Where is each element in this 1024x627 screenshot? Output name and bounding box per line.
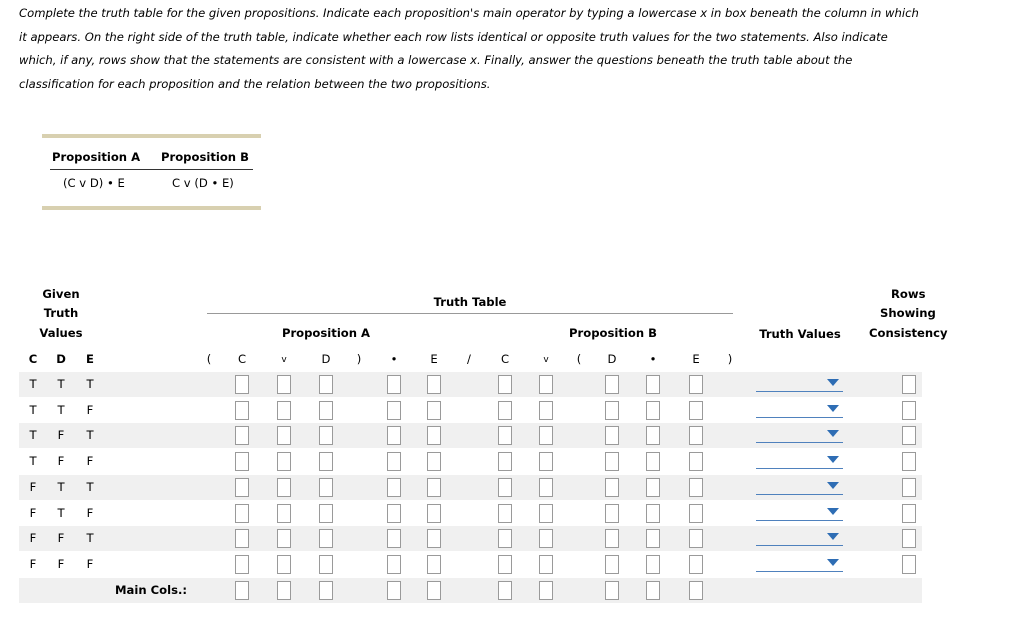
given-truth-value: T <box>29 377 37 391</box>
cell-input[interactable] <box>689 426 703 445</box>
given-truth-value: T <box>29 428 37 443</box>
chevron-down-icon <box>827 430 839 437</box>
cell-input[interactable] <box>427 401 441 420</box>
cell-input[interactable] <box>498 426 512 445</box>
cell-input[interactable] <box>689 452 703 471</box>
cell-input[interactable] <box>605 452 619 471</box>
cell-input[interactable] <box>235 555 249 574</box>
main-col-input[interactable] <box>646 581 660 600</box>
truth-values-header: Truth Values <box>759 327 841 341</box>
given-truth-value: F <box>57 428 65 443</box>
given-var-header-e: E <box>86 352 94 366</box>
proposition-b-formula: C v (D • E) <box>172 176 234 190</box>
cell-input[interactable] <box>277 478 291 497</box>
cell-input[interactable] <box>387 452 401 471</box>
given-truth-value: T <box>86 531 94 546</box>
cell-input[interactable] <box>427 452 441 471</box>
given-truth-value: T <box>29 454 37 469</box>
truth-table-rule <box>207 313 733 314</box>
given-header-line1: Given <box>42 287 80 301</box>
truth-table-header: Truth Table <box>433 295 507 309</box>
cell-input[interactable] <box>539 529 553 548</box>
chevron-down-icon <box>827 559 839 566</box>
cell-input[interactable] <box>605 478 619 497</box>
given-header-line2: Truth <box>43 306 79 320</box>
truth-values-dropdown[interactable] <box>756 476 843 496</box>
truth-values-dropdown[interactable] <box>756 373 843 393</box>
cell-input[interactable] <box>498 401 512 420</box>
chevron-down-icon <box>827 508 839 515</box>
cell-input[interactable] <box>498 555 512 574</box>
dropdown-underline <box>756 391 843 392</box>
column-symbol-0: ( <box>206 352 212 366</box>
cell-input[interactable] <box>498 529 512 548</box>
cell-input[interactable] <box>646 555 660 574</box>
cell-input[interactable] <box>605 401 619 420</box>
given-truth-value: F <box>29 505 37 520</box>
main-cols-label: Main Cols.: <box>115 583 188 597</box>
truth-values-dropdown[interactable] <box>756 399 843 419</box>
cell-input[interactable] <box>277 375 291 394</box>
given-truth-value: F <box>86 505 94 520</box>
given-truth-value: F <box>29 556 37 571</box>
cell-input[interactable] <box>235 452 249 471</box>
given-truth-value: T <box>86 377 94 391</box>
given-truth-value: T <box>57 479 65 494</box>
rows-consistent-header <box>860 287 948 347</box>
column-symbol-6: E <box>430 352 438 366</box>
cell-input[interactable] <box>277 452 291 471</box>
cell-input[interactable] <box>427 426 441 445</box>
chevron-down-icon <box>827 533 839 540</box>
given-truth-value: F <box>57 531 65 546</box>
cell-input[interactable] <box>427 529 441 548</box>
main-col-input[interactable] <box>539 581 553 600</box>
cell-input[interactable] <box>277 426 291 445</box>
cell-input[interactable] <box>319 426 333 445</box>
instructions-text: Complete the truth table for the given propositions. Indicate each proposition's main operator by typing a lowercase x in box beneath the column in which it appears. On the right side of the truth table, indicate whether each row lists identical or opposite truth values for the two statements. Also indicate which, if any, rows show that the statements are consistent with a lowercase x. Finally, answer the questions beneath the truth table about the classification for each proposition and the relation between the two propositions. <box>19 6 919 92</box>
column-symbol-7: / <box>467 352 471 366</box>
column-symbol-11: D <box>607 352 617 366</box>
cell-input[interactable] <box>319 452 333 471</box>
cell-input[interactable] <box>689 555 703 574</box>
consistency-checkbox[interactable] <box>902 529 916 548</box>
cell-input[interactable] <box>387 426 401 445</box>
main-col-input[interactable] <box>605 581 619 600</box>
cell-input[interactable] <box>539 452 553 471</box>
dropdown-underline <box>756 494 843 495</box>
cell-input[interactable] <box>319 401 333 420</box>
proposition-a-header: Proposition A <box>52 150 141 164</box>
dropdown-underline <box>756 417 843 418</box>
given-truth-value: T <box>57 505 65 520</box>
main-col-input[interactable] <box>498 581 512 600</box>
column-symbol-9: v <box>543 355 549 365</box>
dropdown-underline <box>756 545 843 546</box>
dropdown-underline <box>756 571 843 572</box>
cell-input[interactable] <box>387 401 401 420</box>
cell-input[interactable] <box>605 504 619 523</box>
cell-input[interactable] <box>277 555 291 574</box>
cell-input[interactable] <box>646 478 660 497</box>
cell-input[interactable] <box>319 504 333 523</box>
given-truth-value: F <box>29 479 37 494</box>
column-symbol-8: C <box>500 352 510 366</box>
column-symbol-4: ) <box>356 352 362 366</box>
cell-input[interactable] <box>498 452 512 471</box>
cell-input[interactable] <box>689 478 703 497</box>
proposition-b-header: Proposition B <box>161 150 249 164</box>
cell-input[interactable] <box>427 504 441 523</box>
cell-input[interactable] <box>539 478 553 497</box>
given-truth-value: F <box>86 556 94 571</box>
proposition-b-col-header: Proposition B <box>569 326 657 340</box>
cell-input[interactable] <box>235 529 249 548</box>
cell-input[interactable] <box>646 529 660 548</box>
column-symbol-10: ( <box>576 352 582 366</box>
cell-input[interactable] <box>539 426 553 445</box>
cell-input[interactable] <box>319 529 333 548</box>
header-divider <box>50 169 253 170</box>
given-header-line3: Values <box>39 326 83 340</box>
column-symbol-5: • <box>390 352 398 366</box>
column-symbol-14: ) <box>727 352 733 366</box>
given-truth-value: F <box>57 454 65 469</box>
cell-input[interactable] <box>235 401 249 420</box>
cell-input[interactable] <box>235 478 249 497</box>
truth-values-dropdown[interactable] <box>756 553 843 573</box>
cell-input[interactable] <box>277 504 291 523</box>
dropdown-underline <box>756 520 843 521</box>
cell-input[interactable] <box>539 555 553 574</box>
cell-input[interactable] <box>427 478 441 497</box>
cell-input[interactable] <box>498 375 512 394</box>
cell-input[interactable] <box>319 375 333 394</box>
given-truth-value: F <box>86 454 94 469</box>
propositions-box <box>42 134 261 210</box>
proposition-a-col-header: Proposition A <box>281 326 371 340</box>
cell-input[interactable] <box>319 555 333 574</box>
given-truth-value: T <box>86 479 94 494</box>
column-symbol-1: C <box>237 352 247 366</box>
cell-input[interactable] <box>646 401 660 420</box>
cell-input[interactable] <box>498 504 512 523</box>
consistency-checkbox[interactable] <box>902 375 916 394</box>
cell-input[interactable] <box>277 529 291 548</box>
cell-input[interactable] <box>235 375 249 394</box>
given-truth-value: T <box>86 428 94 443</box>
cell-input[interactable] <box>539 375 553 394</box>
cell-input[interactable] <box>646 375 660 394</box>
given-truth-value: F <box>29 531 37 546</box>
cell-input[interactable] <box>427 555 441 574</box>
main-col-input[interactable] <box>235 581 249 600</box>
column-symbol-3: D <box>321 352 331 366</box>
cell-input[interactable] <box>605 555 619 574</box>
consistency-checkbox[interactable] <box>902 401 916 420</box>
cell-input[interactable] <box>689 375 703 394</box>
given-truth-value: F <box>86 402 94 417</box>
chevron-down-icon <box>827 482 839 489</box>
cell-input[interactable] <box>387 478 401 497</box>
main-col-input[interactable] <box>387 581 401 600</box>
given-var-header-c: C <box>28 352 38 366</box>
consistency-checkbox[interactable] <box>902 426 916 445</box>
main-col-input[interactable] <box>319 581 333 600</box>
chevron-down-icon <box>827 379 839 386</box>
given-truth-value: T <box>57 402 65 417</box>
truth-values-dropdown[interactable] <box>756 424 843 444</box>
consistency-checkbox[interactable] <box>902 478 916 497</box>
chevron-down-icon <box>827 456 839 463</box>
truth-values-dropdown[interactable] <box>756 450 843 470</box>
cell-input[interactable] <box>498 478 512 497</box>
consistency-checkbox[interactable] <box>902 555 916 574</box>
given-var-header-d: D <box>56 352 66 366</box>
rows-header-line1: Rows <box>891 287 926 301</box>
dropdown-underline <box>756 468 843 469</box>
cell-input[interactable] <box>319 478 333 497</box>
cell-input[interactable] <box>235 504 249 523</box>
cell-input[interactable] <box>387 529 401 548</box>
proposition-a-formula: (C v D) • E <box>63 176 125 190</box>
cell-input[interactable] <box>689 401 703 420</box>
cell-input[interactable] <box>646 504 660 523</box>
main-col-input[interactable] <box>689 581 703 600</box>
cell-input[interactable] <box>235 426 249 445</box>
cell-input[interactable] <box>605 426 619 445</box>
cell-input[interactable] <box>689 529 703 548</box>
rows-header-line2: Showing <box>880 306 936 320</box>
cell-input[interactable] <box>387 555 401 574</box>
column-symbol-13: E <box>692 352 700 366</box>
chevron-down-icon <box>827 405 839 412</box>
column-symbol-12: • <box>649 352 657 366</box>
cell-input[interactable] <box>387 375 401 394</box>
given-truth-value: F <box>57 556 65 571</box>
given-truth-value: T <box>29 402 37 417</box>
truth-values-dropdown[interactable] <box>756 502 843 522</box>
main-col-input[interactable] <box>277 581 291 600</box>
consistency-checkbox[interactable] <box>902 504 916 523</box>
cell-input[interactable] <box>277 401 291 420</box>
cell-input[interactable] <box>605 529 619 548</box>
given-truth-value: T <box>57 377 65 391</box>
main-col-input[interactable] <box>427 581 441 600</box>
cell-input[interactable] <box>539 504 553 523</box>
cell-input[interactable] <box>387 504 401 523</box>
cell-input[interactable] <box>539 401 553 420</box>
truth-values-dropdown[interactable] <box>756 527 843 547</box>
cell-input[interactable] <box>646 426 660 445</box>
column-symbol-2: v <box>281 355 287 365</box>
consistency-checkbox[interactable] <box>902 452 916 471</box>
dropdown-underline <box>756 442 843 443</box>
rows-header-line3: Consistency <box>869 326 948 340</box>
cell-input[interactable] <box>646 452 660 471</box>
cell-input[interactable] <box>427 375 441 394</box>
cell-input[interactable] <box>689 504 703 523</box>
cell-input[interactable] <box>605 375 619 394</box>
